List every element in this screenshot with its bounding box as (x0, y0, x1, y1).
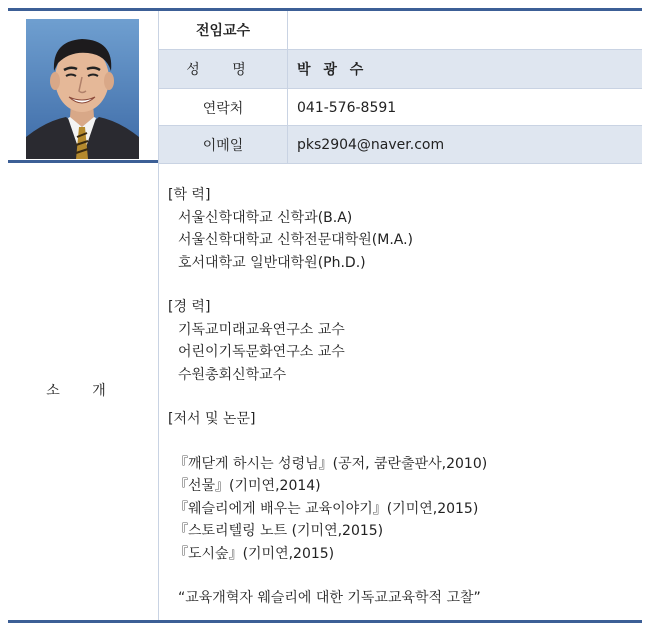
row-line (159, 163, 642, 164)
bottom-rule (8, 620, 642, 623)
career-item: 수원총회신학교수 (178, 366, 287, 383)
contact-row (159, 89, 642, 127)
position-title: 전임교수 (195, 23, 251, 39)
education-item: 호서대학교 일반대학원(Ph.D.) (178, 254, 366, 271)
name-row (159, 50, 642, 88)
intro-label: 소 개 (46, 383, 120, 399)
row-divider (287, 11, 288, 49)
contact-value: 041-576-8591 (297, 100, 397, 116)
work-item: 『도시숲』(기미연,2015) (174, 545, 335, 562)
email-value[interactable]: pks2904@naver.com (297, 136, 445, 153)
title-row (159, 11, 642, 49)
photo-rule (8, 160, 158, 163)
career-heading: [경 력] (168, 299, 211, 315)
row-divider (287, 50, 288, 88)
work-item: 『스토리텔링 노트 (기미연,2015) (174, 523, 384, 539)
email-label: 이메일 (202, 137, 244, 154)
photo-cell (8, 11, 158, 160)
name-value: 박 광 수 (297, 62, 368, 78)
row-divider (287, 126, 288, 163)
education-heading: [학 력] (168, 187, 211, 203)
email-row (159, 126, 642, 163)
work-item: 『깨닫게 하시는 성령님』(공저, 쿰란출판사,2010) (174, 455, 488, 472)
education-item: 서울신학대학교 신학과(B.A) (178, 209, 353, 226)
work-item: 『웨슬리에게 배우는 교육이야기』(기미연,2015) (174, 500, 479, 517)
education-item: 서울신학대학교 신학전문대학원(M.A.) (178, 232, 414, 248)
name-label: 성 명 (186, 62, 260, 78)
work-item: 『선물』(기미연,2014) (174, 478, 321, 494)
thesis-title: “교육개혁자 웨슬리에 대한 기독교교육학적 고찰” (178, 590, 481, 606)
career-item: 어린이기독문화연구소 교수 (178, 344, 345, 360)
career-item: 기독교미래교육연구소 교수 (178, 321, 345, 338)
profile-photo (26, 19, 139, 159)
row-divider (287, 89, 288, 127)
contact-label: 연락처 (202, 101, 244, 117)
intro-section (168, 184, 638, 610)
works-heading: [저서 및 논문] (168, 411, 256, 427)
